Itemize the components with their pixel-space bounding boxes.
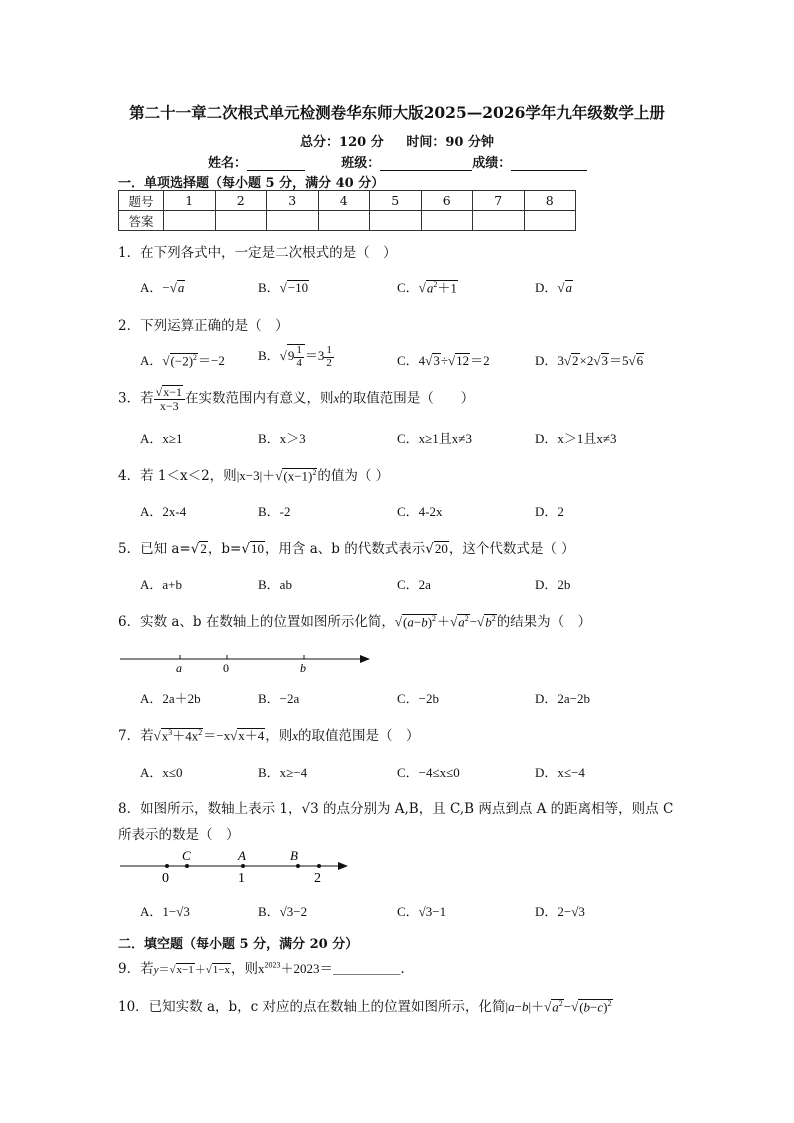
q3-suffix: 在实数范围内有意义，则 bbox=[184, 390, 334, 407]
q5-option-a[interactable]: A．a+b bbox=[140, 577, 182, 592]
answer-cell[interactable] bbox=[473, 211, 525, 231]
table-row-label-number: 题号 bbox=[119, 191, 164, 211]
total-score: 总分：120 分 bbox=[300, 135, 384, 150]
question-7-stem: 7．若√ $x^3+4x^2=-x√$ x＋4，则x的取值范围是（ ） bbox=[118, 724, 420, 744]
answer-cell[interactable] bbox=[370, 211, 422, 231]
q4-option-d[interactable]: D．2 bbox=[535, 504, 564, 519]
q4-option-c[interactable]: C．4-2x bbox=[397, 504, 443, 519]
q5-prefix: 5．已知 a= bbox=[118, 541, 191, 557]
q5-option-c[interactable]: C．2a bbox=[397, 577, 431, 592]
option-label: D． bbox=[535, 353, 558, 368]
point-a bbox=[241, 864, 245, 868]
q9-suffix[interactable]: ＝＿＿＿＿＿． bbox=[319, 961, 415, 977]
q7-option-c[interactable]: C．−4≤x≤0 bbox=[397, 765, 460, 780]
q3-prefix: 3．若 bbox=[118, 390, 154, 407]
q1-option-a[interactable]: A．−√ a bbox=[140, 277, 185, 296]
q6-suffix: 的结果为（ ） bbox=[496, 614, 592, 630]
answer-cell[interactable] bbox=[524, 211, 576, 231]
table-row-label-answer: 答案 bbox=[119, 211, 164, 231]
question-8-line-1: 8．如图所示，数轴上表示 1，√3 的点分别为 A,B，且 C,B 两点到点 A 的距离相等，则点 C bbox=[118, 801, 674, 817]
q2-option-c[interactable]: C．4√ 3÷√ 12＝2 bbox=[397, 350, 490, 369]
option-label: C． bbox=[397, 280, 419, 295]
q1-option-b[interactable]: B．√ −10 bbox=[258, 277, 309, 296]
q4-suffix: 的值为（ ） bbox=[317, 468, 390, 484]
q6-prefix: 6．实数 a、b 在数轴上的位置如图所示化简， bbox=[118, 614, 395, 630]
score-blank[interactable] bbox=[511, 156, 587, 171]
point-0 bbox=[165, 864, 169, 868]
student-info bbox=[208, 152, 587, 171]
q3-fraction: √ $\frac{x-1}{x-3}$ bbox=[154, 385, 185, 413]
q7-prefix: 7．若 bbox=[118, 728, 154, 744]
q4-prefix: 4．若 1＜x＜2，则 bbox=[118, 468, 237, 484]
q2-option-b[interactable]: B．√ 9 $\frac{1}{4}$ ＝3 $\frac{1}{2}$ bbox=[258, 344, 334, 369]
q8-option-b[interactable]: B．√3−2 bbox=[258, 904, 308, 919]
option-label: A． bbox=[140, 353, 163, 368]
question-2-stem: 2．下列运算正确的是（ ） bbox=[118, 318, 289, 334]
answer-cell[interactable] bbox=[421, 211, 473, 231]
q8-option-d[interactable]: D．2−√3 bbox=[535, 904, 585, 919]
point-b bbox=[296, 864, 300, 868]
q6-number-line bbox=[118, 650, 378, 678]
q3-option-c[interactable]: C．x≥1且x≠3 bbox=[397, 431, 472, 446]
question-10-stem: 10．已知实数 a，b，c 对应的点在数轴上的位置如图所示，化简|a−b|＋√ $a^2-√$ $(b-c)^2$ bbox=[118, 995, 613, 1015]
answer-cell[interactable] bbox=[215, 211, 267, 231]
score-label: 成绩： bbox=[472, 156, 512, 171]
option-label: C． bbox=[397, 353, 419, 368]
answer-cell[interactable] bbox=[267, 211, 319, 231]
q3-option-d[interactable]: D．x＞1且x≠3 bbox=[535, 431, 617, 446]
class-blank[interactable] bbox=[380, 156, 472, 171]
page-title: 第二十一章二次根式单元检测卷华东师大版2025—2026学年九年级数学上册 bbox=[129, 103, 665, 122]
option-label: A． bbox=[140, 280, 163, 295]
axis-label-a: A bbox=[238, 848, 246, 863]
question-5-stem: 5．已知 a=√ 2，b=√ 10，用含 a、b 的代数式表示√ 20，这个代数式是（ ） bbox=[118, 537, 575, 557]
question-8-line-2: 所表示的数是（ ） bbox=[118, 827, 240, 843]
q7-option-b[interactable]: B．x≥−4 bbox=[258, 765, 308, 780]
axis-label-0: 0 bbox=[162, 871, 169, 886]
axis-label-0: 0 bbox=[223, 661, 229, 675]
q4-option-b[interactable]: B．-2 bbox=[258, 504, 291, 519]
axis-label-b: B bbox=[290, 848, 298, 863]
q6-option-d[interactable]: D．2a−2b bbox=[535, 691, 590, 706]
answer-table bbox=[118, 190, 576, 231]
q7-option-d[interactable]: D．x≤−4 bbox=[535, 765, 585, 780]
q9-prefix: 9．若 bbox=[118, 961, 154, 977]
option-label: D． bbox=[535, 280, 558, 295]
table-cell-number: 1 bbox=[164, 191, 216, 211]
q5-suffix: ，这个代数式是（ ） bbox=[448, 541, 575, 557]
q9-mid: ，则 bbox=[231, 961, 259, 977]
axis-label-2: 2 bbox=[314, 871, 321, 886]
question-1-stem: 1．在下列各式中，一定是二次根式的是（ ） bbox=[118, 245, 397, 261]
question-6-stem: 6．实数 a、b 在数轴上的位置如图所示化简，√ $(a-b)^2+√$ $a^2-√$ $b^2$的结果为（ ） bbox=[118, 610, 591, 630]
q6-option-a[interactable]: A．2a＋2b bbox=[140, 691, 201, 706]
exam-meta bbox=[0, 131, 794, 150]
axis-label-1: 1 bbox=[238, 871, 245, 886]
table-cell-number: 4 bbox=[318, 191, 370, 211]
q4-option-a[interactable]: A．2x-4 bbox=[140, 504, 187, 519]
point-c bbox=[185, 864, 189, 868]
class-label: 班级： bbox=[341, 156, 381, 171]
q5-option-b[interactable]: B．ab bbox=[258, 577, 292, 592]
answer-cell[interactable] bbox=[318, 211, 370, 231]
table-cell-number: 2 bbox=[215, 191, 267, 211]
section-two-title: 二．填空题（每小题 5 分，满分 20 分） bbox=[118, 937, 359, 952]
table-cell-number: 7 bbox=[473, 191, 525, 211]
table-cell-number: 6 bbox=[421, 191, 473, 211]
point-2 bbox=[317, 864, 321, 868]
q2-option-d[interactable]: D．3√ 2×2√ 3＝5√ 6 bbox=[535, 350, 644, 369]
q1-option-d[interactable]: D．√ a bbox=[535, 277, 573, 296]
answer-cell[interactable] bbox=[164, 211, 216, 231]
q3-option-b[interactable]: B．x＞3 bbox=[258, 431, 306, 446]
q10-prefix: 10．已知实数 a，b，c 对应的点在数轴上的位置如图所示，化简 bbox=[118, 999, 506, 1015]
option-label: B． bbox=[258, 348, 280, 364]
q2-option-a[interactable]: A．√ $(-2)^2=-2$ bbox=[140, 350, 225, 369]
q7-suffix: ，则 bbox=[265, 728, 293, 744]
q1-option-c[interactable]: C．√ $a^2+1$ bbox=[397, 277, 458, 296]
option-label: B． bbox=[258, 280, 280, 295]
q7-suffix-2: 的取值范围是（ ） bbox=[298, 728, 420, 744]
axis-label-c: C bbox=[182, 848, 191, 863]
table-cell-number: 5 bbox=[370, 191, 422, 211]
q6-option-b[interactable]: B．−2a bbox=[258, 691, 300, 706]
axis-label-b: b bbox=[300, 661, 306, 675]
arrow-head bbox=[338, 862, 348, 870]
axis-label-a: a bbox=[176, 661, 182, 675]
name-label: 姓名： bbox=[208, 156, 248, 171]
q8-option-a[interactable]: A．1−√3 bbox=[140, 904, 190, 919]
section-one-title: 一．单项选择题（每小题 5 分，满分 40 分） bbox=[118, 176, 385, 191]
q5-mid-1: ，b= bbox=[207, 541, 242, 557]
q5-mid-2: ，用含 a、b 的代数式表示 bbox=[264, 541, 426, 557]
table-cell-number: 3 bbox=[267, 191, 319, 211]
table-cell-number: 8 bbox=[524, 191, 576, 211]
question-3-stem: 3．若 √ $\frac{x-1}{x-3}$ 在实数范围内有意义，则x的取值范围是（ ） bbox=[118, 385, 474, 413]
q8-number-line bbox=[118, 846, 358, 886]
name-blank[interactable] bbox=[247, 156, 305, 171]
q3-suffix-2: 的取值范围是（ ） bbox=[339, 390, 475, 407]
exam-time: 时间：90 分钟 bbox=[406, 135, 494, 150]
arrow-head bbox=[360, 655, 370, 663]
q5-option-d[interactable]: D．2b bbox=[535, 577, 571, 592]
q6-option-c[interactable]: C．−2b bbox=[397, 691, 440, 706]
question-4-stem: 4．若 1＜x＜2，则|x−3|＋√ $(x-1)^2$的值为（ ） bbox=[118, 464, 389, 484]
q7-option-a[interactable]: A．x≤0 bbox=[140, 765, 183, 780]
q3-option-a[interactable]: A．x≥1 bbox=[140, 431, 183, 446]
q8-option-c[interactable]: C．√3−1 bbox=[397, 904, 447, 919]
question-9-stem: 9．若y＝√ x−1＋√ 1−x，则$x^{2023}+2023=\_\_\_\_\_$． bbox=[118, 957, 414, 977]
